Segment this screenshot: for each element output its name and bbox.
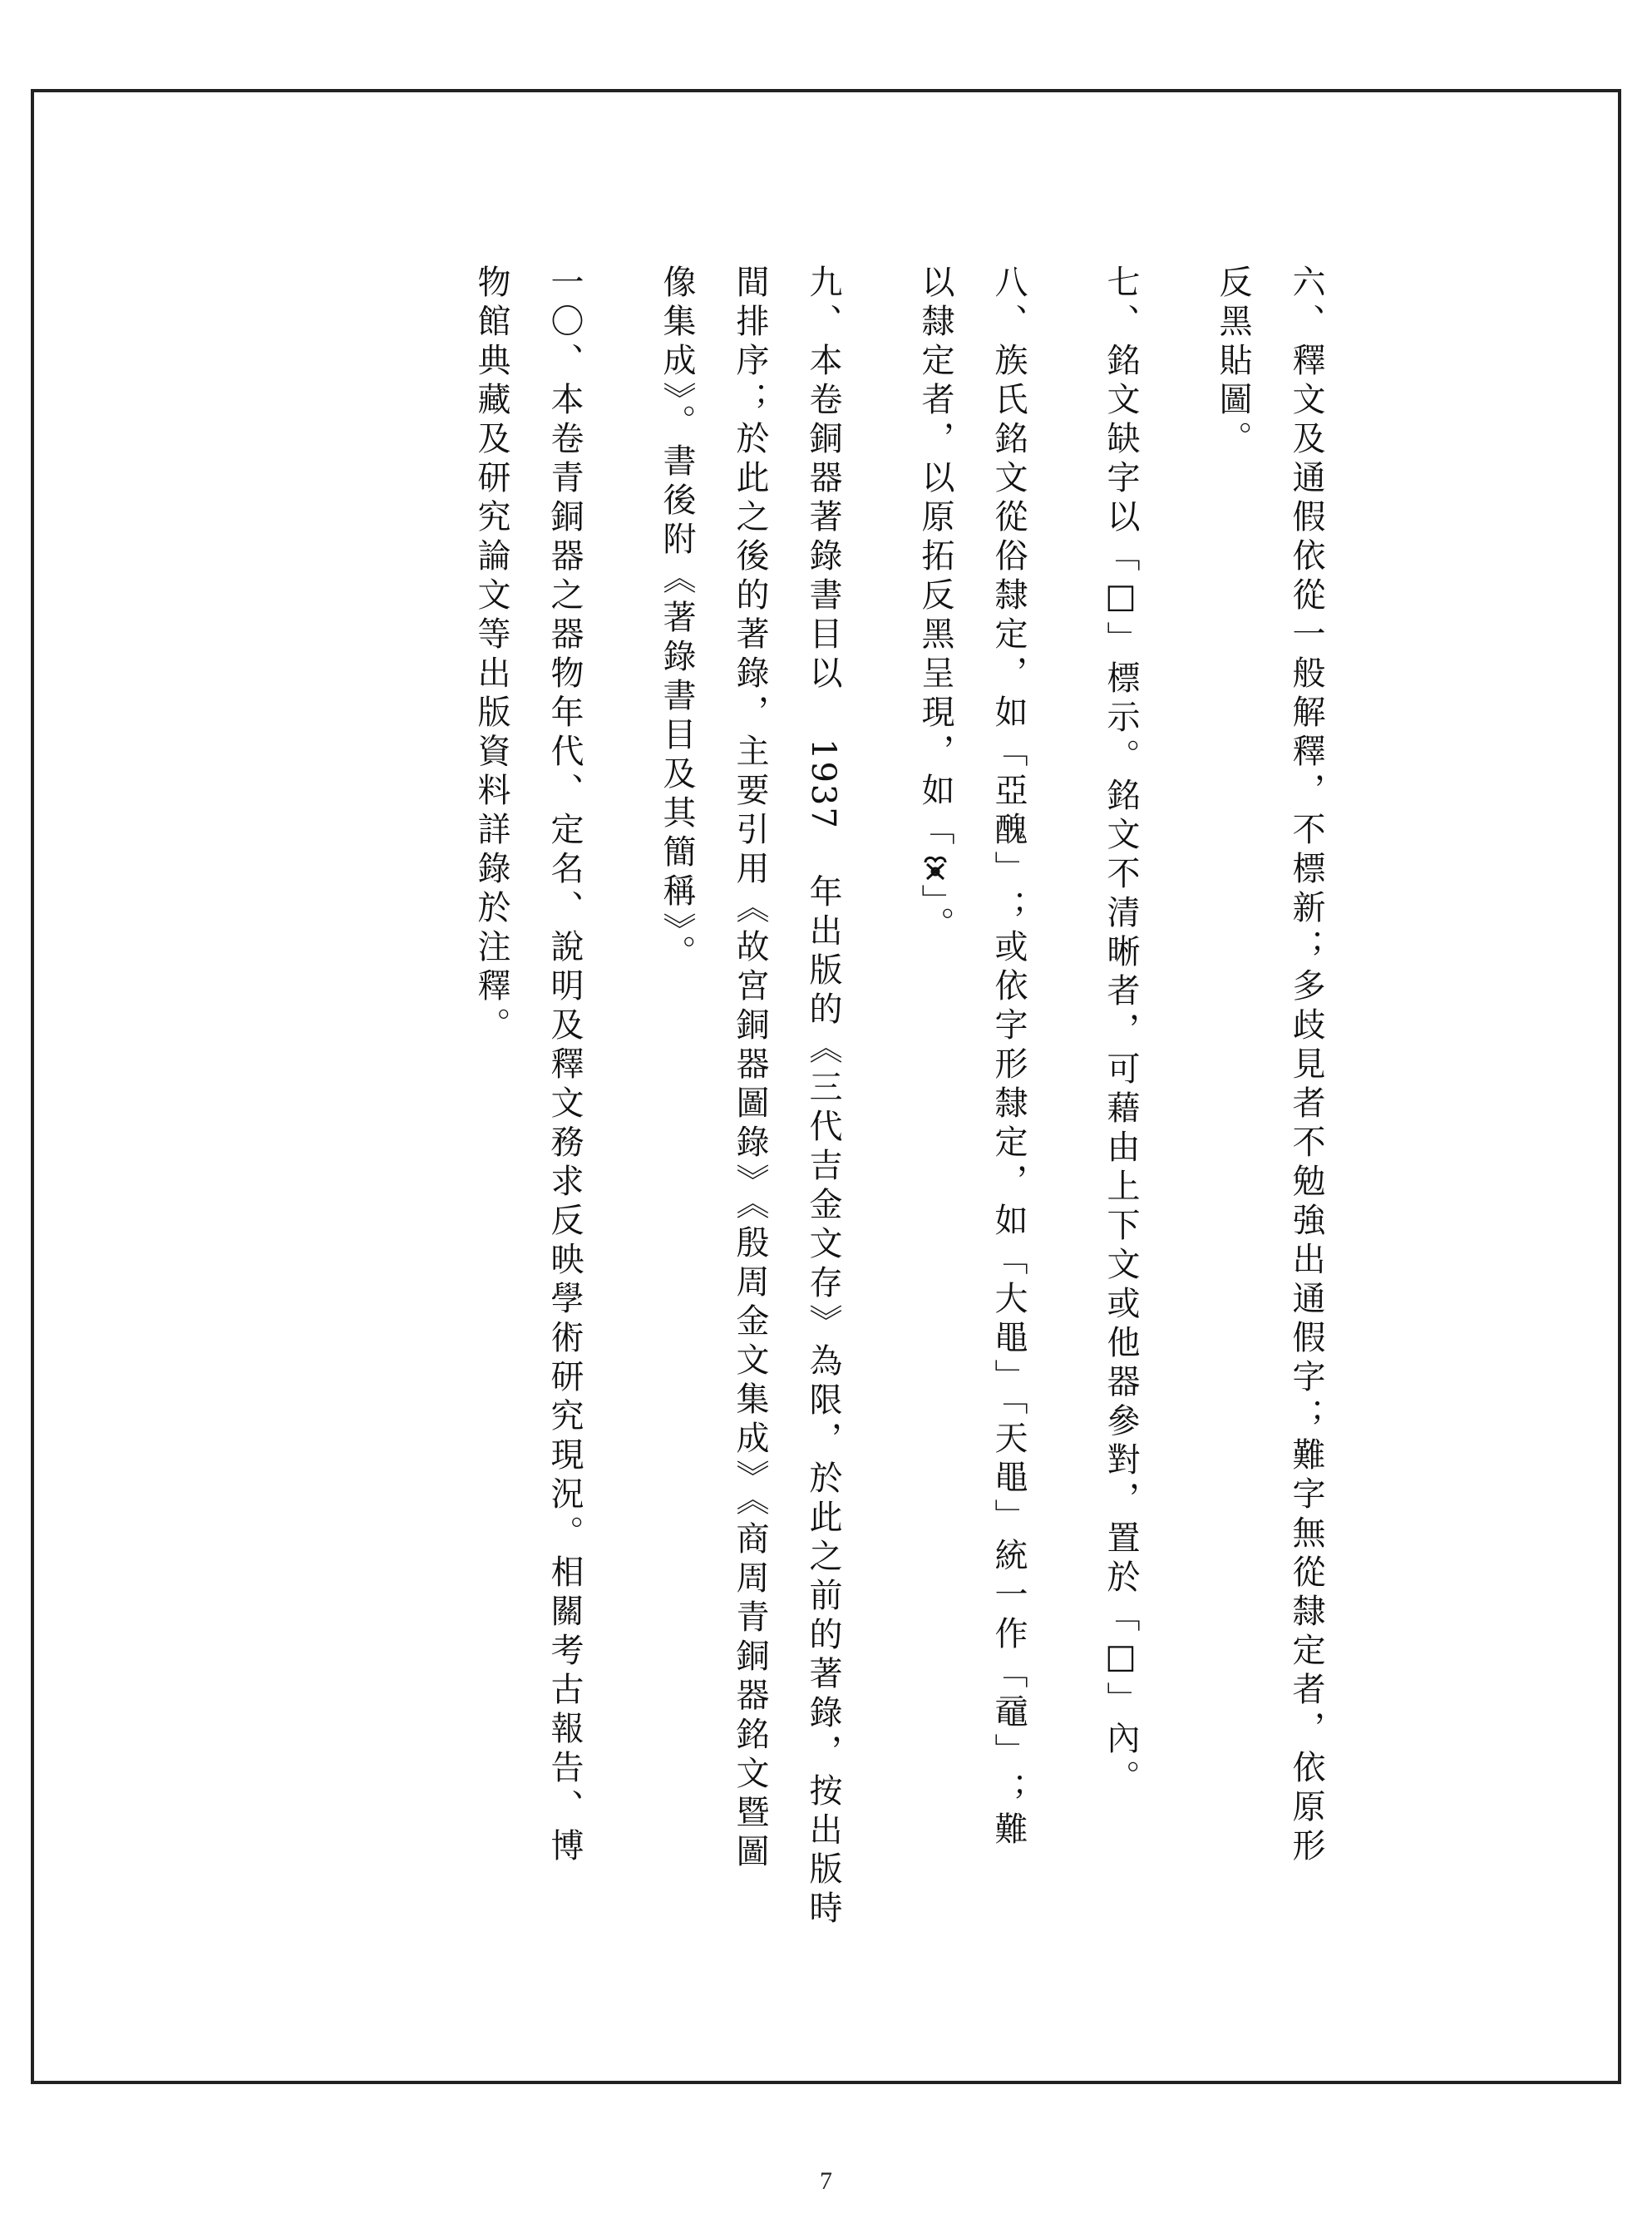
paragraph-9-line-1 [787,264,899,1961]
paragraph-7 [1084,264,1196,1961]
paragraph-9-line-3: 像集成》。書後附《著錄書目及其簡稱》。 [658,264,696,974]
paragraph-9-line-1-text: 九、本卷銅器著錄書目以 [804,264,842,694]
paragraph-8-line-2-text: 以隸定者，以原拓反黑呈現，如「 [916,264,954,851]
paragraph-8-line-2-tail: 」。 [916,884,954,946]
paragraph-7-line-1: 七、銘文缺字以「□」標示。銘文不清晰者，可藉由上下文或他器參對，置於「□」內。 [1102,264,1140,1799]
paragraph-8-line-2 [899,264,972,1961]
page-number: 7 [820,2167,832,2195]
paragraph-8 [899,264,1084,1961]
vertical-text-body [455,264,1382,1961]
paragraph-9-line-2: 間排序；於此之後的著錄，主要引用《故宮銅器圖錄》《殷周金文集成》《商周青銅器銘文暨圖 [731,264,769,1873]
paragraph-10-line-1: 一〇、本卷青銅器之器物年代、定名、說明及釋文務求反映學術研究現況。相關考古報告、博 [545,264,584,1867]
paragraph-10-line-2: 物館典藏及研究論文等出版資料詳錄於注釋。 [472,264,510,1046]
inverted-rubbing-glyph-icon [919,851,952,884]
paragraph-9 [640,264,899,1961]
paragraph-6-line-1: 六、釋文及通假依從一般解釋，不標新；多歧見者不勉強出通假字；難字無從隸定者，依原形 [1287,264,1325,1867]
paragraph-6 [1196,264,1382,1961]
paragraph-8-line-1: 八、族氏銘文從俗隸定，如「亞醜」；或依字形隸定，如「大黽」「天黽」統一作「黿」；難 [989,264,1028,1850]
paragraph-10 [455,264,640,1961]
paragraph-6-line-2: 反黑貼圖。 [1214,264,1252,460]
paragraph-9-year: 1937 [804,739,842,830]
paragraph-9-line-1-rest: 年出版的《三代吉金文存》為限，於此之前的著錄，按出版時 [804,873,842,1929]
